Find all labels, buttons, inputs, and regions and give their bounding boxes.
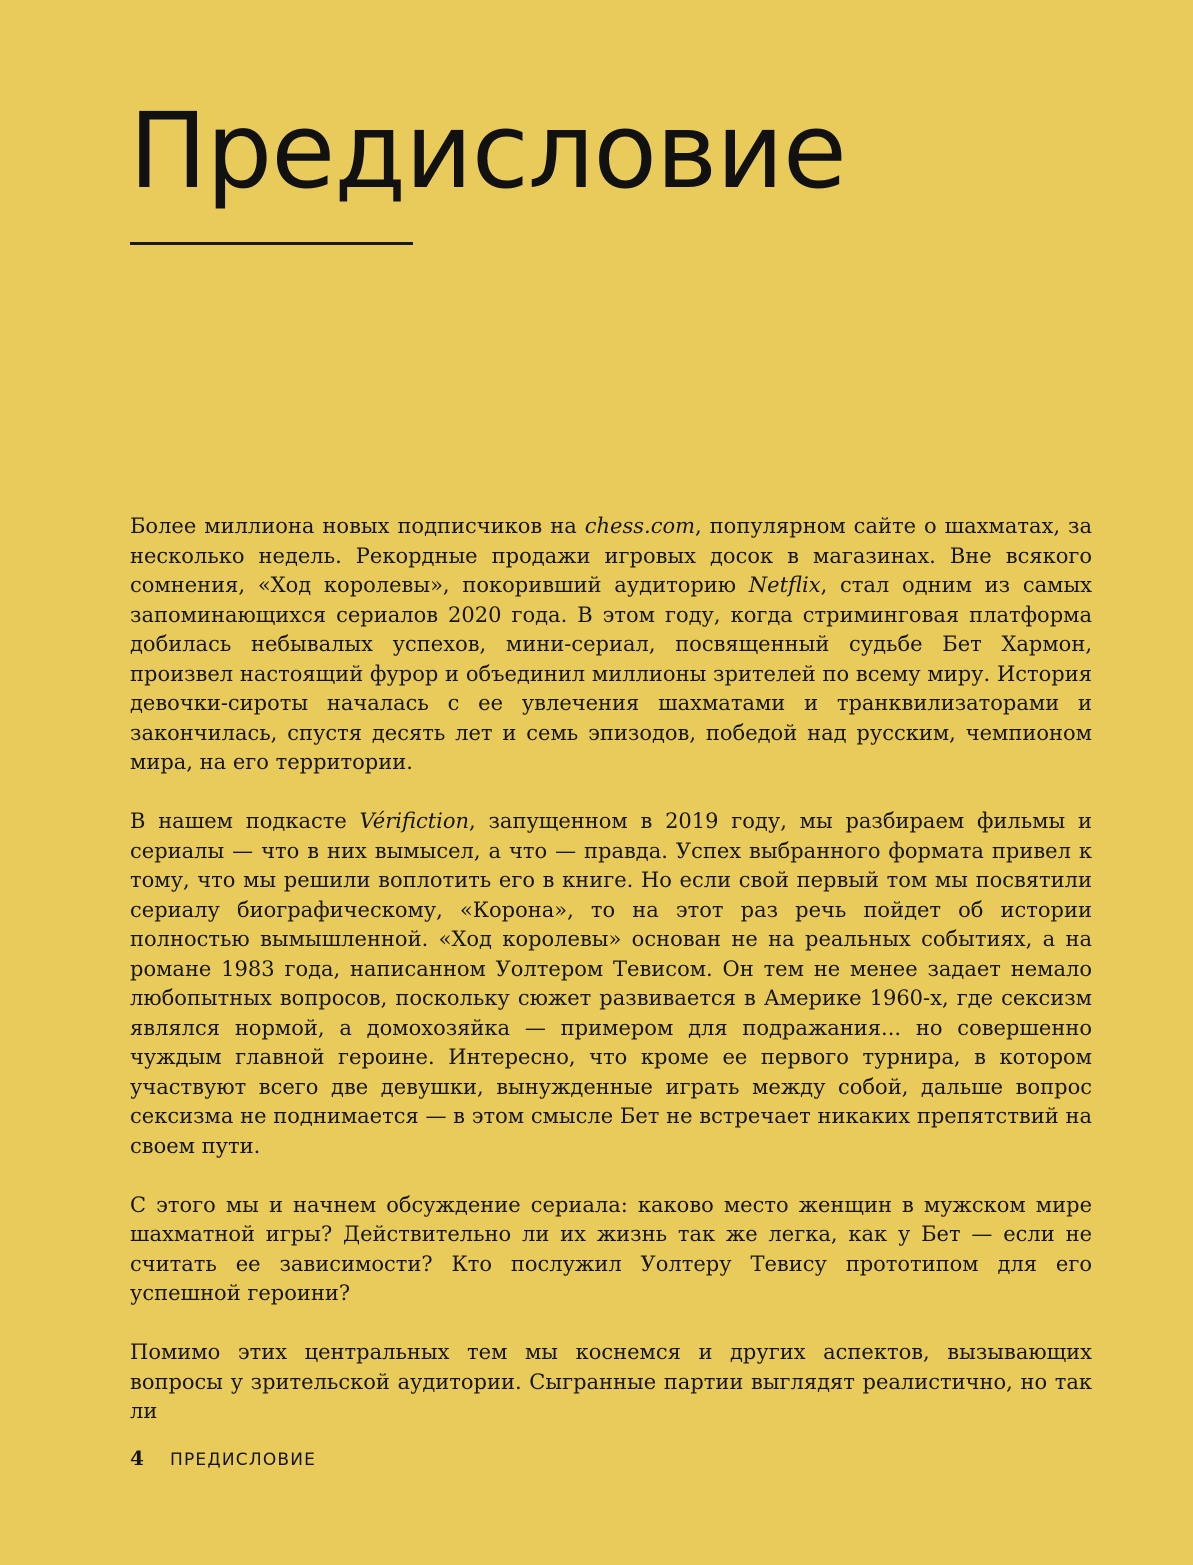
chapter-title: Предисловие: [129, 90, 846, 212]
paragraph-1: [130, 512, 1092, 778]
paragraph-2-text: В нашем подкасте: [130, 809, 360, 833]
paragraph-1-text: Более миллиона новых подписчиков на: [130, 514, 585, 538]
page-footer: [130, 1446, 316, 1470]
verifiction-italic: Vérifiction: [359, 809, 470, 833]
paragraph-1-text: , популярном сайте о шахматах, за несколько недель. Рекордные продажи игровых досок в магазинах. Вне всякого сомнения, «Ход королевы», покоривший аудиторию: [130, 514, 1092, 597]
paragraph-3: С этого мы и начнем обсуждение сериала: каково место женщин в мужском мире шахматной игры? Действительно ли их жизнь так же легка, как у Бет — если не считать ее зависимости? Кто послужил Уолтеру Тевису прототипом для его успешной героини?: [130, 1192, 1092, 1305]
paragraph-4: Помимо этих центральных тем мы коснемся и других аспектов, вызывающих вопросы у зрительской аудитории. Сыгранные партии выглядят реалистично, но так ли: [130, 1340, 1092, 1423]
title-underline-rule: [130, 242, 413, 245]
paragraph-1-text: , стал одним из самых запоминающихся сериалов 2020 года. В этом году, когда стриминговая платформа добилась небывалых успехов, мини-сериал, посвященный судьбе Бет Хармон, произвел настоящий фурор и объединил миллионы зрителей по всему миру. История девочки-сироты началась с ее увлечения шахматами и транквилизаторами и закончилась, спустя десять лет и семь эпизодов, победой над русским, чемпионом мира, на его территории.: [130, 573, 1092, 774]
chess-com-italic: chess.com: [584, 514, 696, 538]
paragraph-2-text: , запущенном в 2019 году, мы разбираем фильмы и сериалы — что в них вымысел, а что — правда. Успех выбранного формата привел к тому, что мы решили воплотить его в книге. Но если свой первый том мы посвятили сериалу биографическому, «Корона», то на этот раз речь пойдет об истории полностью вымышленной. «Ход королевы» основан не на реальных событиях, а на романе 1983 года, написанном Уолтером Тевисом. Он тем не менее задает немало любопытных вопросов, поскольку сюжет развивается в Америке 1960-х, где сексизм являлся нормой, а домохозяйка — примером для подражания... но совершенно чуждым главной героине. Интересно, что кроме ее первого турнира, в котором участвуют всего две девушки, вынужденные играть между собой, дальше вопрос сексизма не поднимается — в этом смысле Бет не встречает никаких препятствий на своем пути.: [130, 809, 1092, 1158]
chapter-body: [130, 512, 1092, 1427]
running-head: ПРЕДИСЛОВИЕ: [170, 1450, 317, 1470]
page-number: 4: [130, 1446, 144, 1470]
paragraph-2: [130, 807, 1092, 1161]
netflix-italic: Netflix: [748, 573, 821, 597]
